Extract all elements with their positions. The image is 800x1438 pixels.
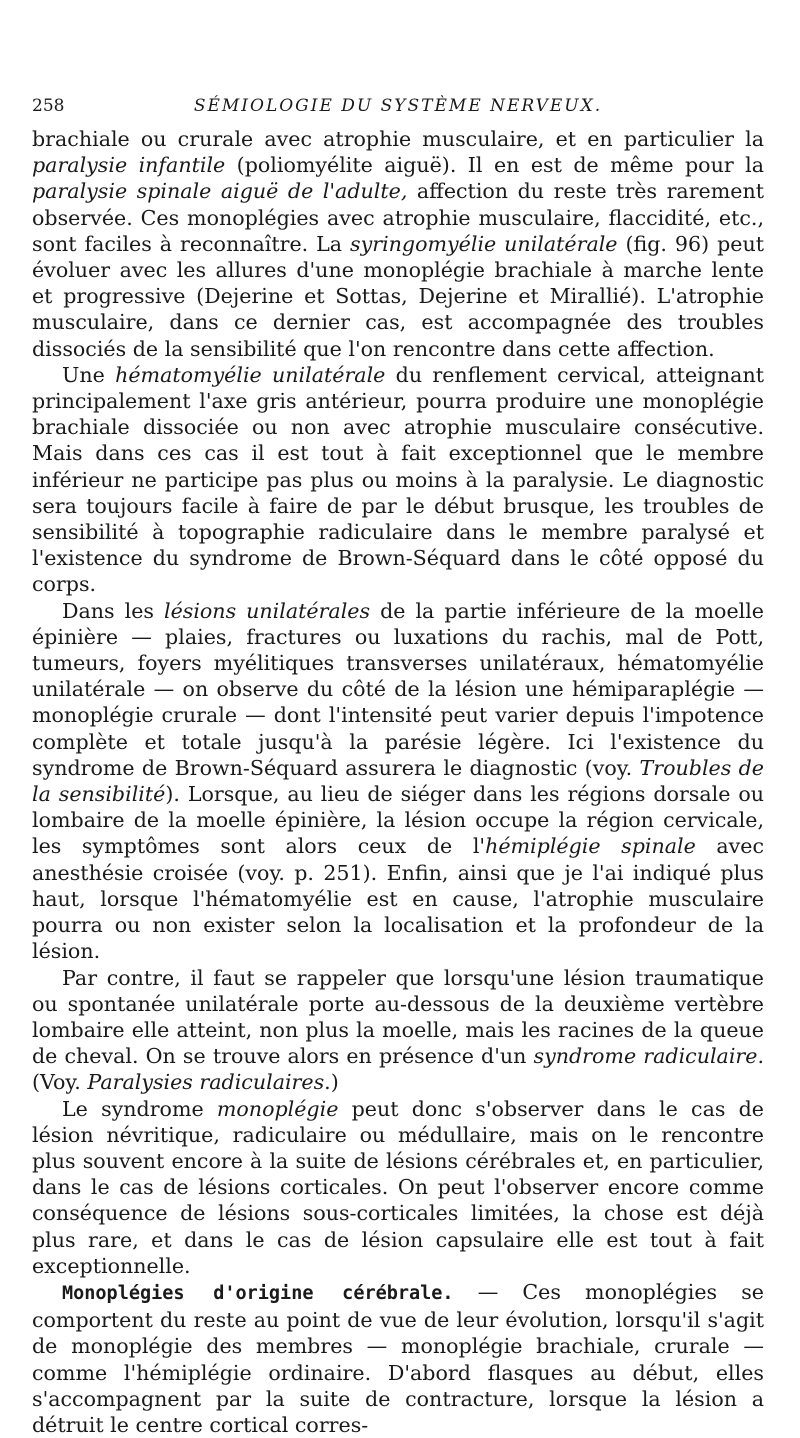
section-heading-paragraph — [32, 1279, 764, 1438]
text-run: brachiale ou crurale avec atrophie musculaire, et en particulier la — [32, 127, 764, 151]
paragraph-5 — [32, 1096, 764, 1279]
text-run: peut donc s'observer dans le cas de lésion névritique, radiculaire ou médullaire, mais on le rencontre plus souvent encore à la suite de lésions cérébrales et, en particulier, dans le cas de lésions corticales. On peut l'observer encore comme conséquence de lésions sous-corticales limitées, la chose est déjà plus rare, et dans le cas de lésion capsulaire elle est tout à fait exceptionnelle. — [32, 1096, 764, 1278]
italic-run: hématomyélie unilatérale — [115, 362, 386, 387]
text-run: affection du reste très rarement observée. Ces monoplégies avec atrophie musculaire, flaccidité, etc., sont faciles à reconnaître. La — [32, 179, 764, 256]
body-text — [32, 126, 764, 1438]
page-number: 258 — [32, 96, 65, 116]
running-title: SÉMIOLOGIE DU SYSTÈME NERVEUX. — [193, 96, 603, 116]
text-run: ). Lorsque, au lieu de siéger dans les régions dorsale ou lombaire de la moelle épinière, la lésion occupe la région cervicale, les symptômes sont alors ceux de l' — [32, 782, 764, 859]
running-head — [32, 96, 764, 120]
text-run: Une — [62, 362, 116, 387]
italic-run: lésions unilatérales — [163, 598, 371, 623]
text-run: du renflement cervical, atteignant principalement l'axe gris antérieur, pourra produire une monoplégie brachiale dissociée ou non avec atrophie musculaire consécutive. Mais dans ces cas il est tout à fait exceptionnel que le membre inférieur ne participe pas plus ou moins à la paralysie. Le diagnostic sera toujours facile à faire de par le début brusque, les troubles de sensibilité à topographie radiculaire dans le membre paralysé et l'existence du syndrome de Brown-Séquard dans le côté opposé du corps. — [32, 362, 764, 597]
text-run: .) — [324, 1070, 339, 1095]
paragraph-2 — [32, 362, 764, 598]
text-run: Par contre, il faut se rappeler que lorsqu'une lésion traumatique ou spontanée unilatérale porte au-dessous de la deuxième vertèbre lombaire elle atteint, non plus la moelle, mais les racines de la queue de cheval. On se trouve alors en présence d'un — [32, 965, 764, 1069]
text-run: — Ces monoplégies se comportent du reste au point de vue de leur évolution, lorsqu'il s'agit de monoplégie des membres — monoplégie brachiale, crurale — comme l'hémiplégie ordinaire. D'abord flasques au début, elles s'accompagnent par la suite de contracture, lorsque la lésion a détruit le centre cortical corres- — [32, 1279, 764, 1437]
paragraph-4 — [32, 965, 764, 1096]
italic-run: Troubles de la sensibilité — [32, 755, 764, 807]
section-heading: Monoplégies d'origine cérébrale. — [62, 1282, 454, 1304]
text-run: (poliomyélite aiguë). Il en est de même pour la — [225, 153, 764, 178]
text-run: avec anesthésie croisée (voy. p. 251). Enfin, ainsi que je l'ai indiqué plus haut, lorsque l'hématomyélie est en cause, l'atrophie musculaire pourra ou non exister selon la localisation et la profondeur de la lésion. — [32, 834, 765, 964]
italic-run: paralysie infantile — [32, 153, 226, 178]
text-run: Dans les — [62, 598, 164, 623]
paragraph-3 — [32, 598, 764, 965]
italic-run: hémiplégie spinale — [485, 834, 696, 859]
text-run: Le syndrome — [62, 1096, 217, 1121]
italic-run: syndrome radiculaire — [533, 1044, 758, 1069]
text-run: de la partie inférieure de la moelle épinière — plaies, fractures ou luxations du rachis, mal de Pott, tumeurs, foyers myélitiques transverses unilatéraux, hématomyélie unilatérale — on observe du côté de la lésion une hémiparaplégie — monoplégie crurale — dont l'intensité peut varier depuis l'impotence complète et totale jusqu'à la parésie légère. Ici l'existence du syndrome de Brown-Séquard assurera le diagnostic (voy. — [32, 598, 764, 780]
italic-run: Paralysies radiculaires — [87, 1070, 325, 1095]
italic-run: syringomyélie unilatérale — [350, 231, 618, 256]
text-run: (fig. 96) peut évoluer avec les allures d'une monoplégie brachiale à marche lente et progressive (Dejerine et Sottas, Dejerine et Mirallié). L'atrophie musculaire, dans ce dernier cas, est accompagnée des troubles dissociés de la sensibilité que l'on rencontre dans cette affection. — [32, 231, 764, 361]
italic-run: paralysie spinale aiguë de l'adulte, — [32, 179, 408, 204]
italic-run: monoplégie — [216, 1096, 339, 1121]
paragraph-1 — [32, 126, 764, 362]
text-run: . (Voy. — [32, 1044, 764, 1095]
